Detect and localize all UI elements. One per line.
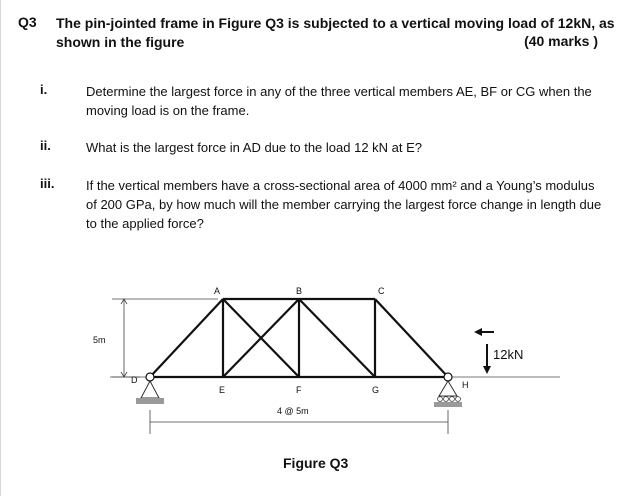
part-text: If the vertical members have a cross-sectional area of 4000 mm² and a Young’s modulus of 200 GPa, by how much will the member carrying the largest force change in length due to the applied force? — [86, 178, 602, 231]
label-E: E — [219, 385, 226, 395]
member-BG — [299, 299, 375, 377]
part-number: iii. — [40, 176, 55, 191]
truss-members — [150, 299, 448, 377]
question-marks: (40 marks ) — [524, 33, 598, 49]
pin-support-left — [136, 381, 164, 404]
part-number: i. — [40, 82, 48, 97]
load-arrows — [474, 328, 494, 374]
height-dimension — [112, 299, 218, 377]
label-B: B — [296, 286, 303, 296]
label-D: D — [131, 375, 138, 385]
part-text: What is the largest force in AD due to the load 12 kN at E? — [86, 140, 423, 155]
joint-D — [146, 373, 154, 381]
question-number: Q3 — [18, 14, 37, 30]
label-G: G — [372, 385, 380, 395]
span-label: 4 @ 5m — [277, 406, 309, 416]
label-C: C — [378, 286, 385, 296]
part-number: ii. — [40, 138, 51, 153]
member-CH — [375, 299, 448, 377]
label-H: H — [462, 380, 469, 390]
question-title: The pin-jointed frame in Figure Q3 is subjected to a vertical moving load of 12kN, as shown in the figure — [56, 15, 615, 50]
label-A: A — [214, 286, 221, 296]
member-AD — [150, 299, 223, 377]
figure-caption: Figure Q3 — [283, 455, 349, 471]
load-label: 12kN — [493, 347, 524, 362]
height-label: 5m — [93, 335, 106, 345]
part-text: Determine the largest force in any of the three vertical members AE, BF or CG when the moving load is on the frame. — [86, 84, 592, 118]
roller-support-right — [434, 381, 462, 407]
label-F: F — [296, 385, 302, 395]
joint-H — [444, 373, 452, 381]
